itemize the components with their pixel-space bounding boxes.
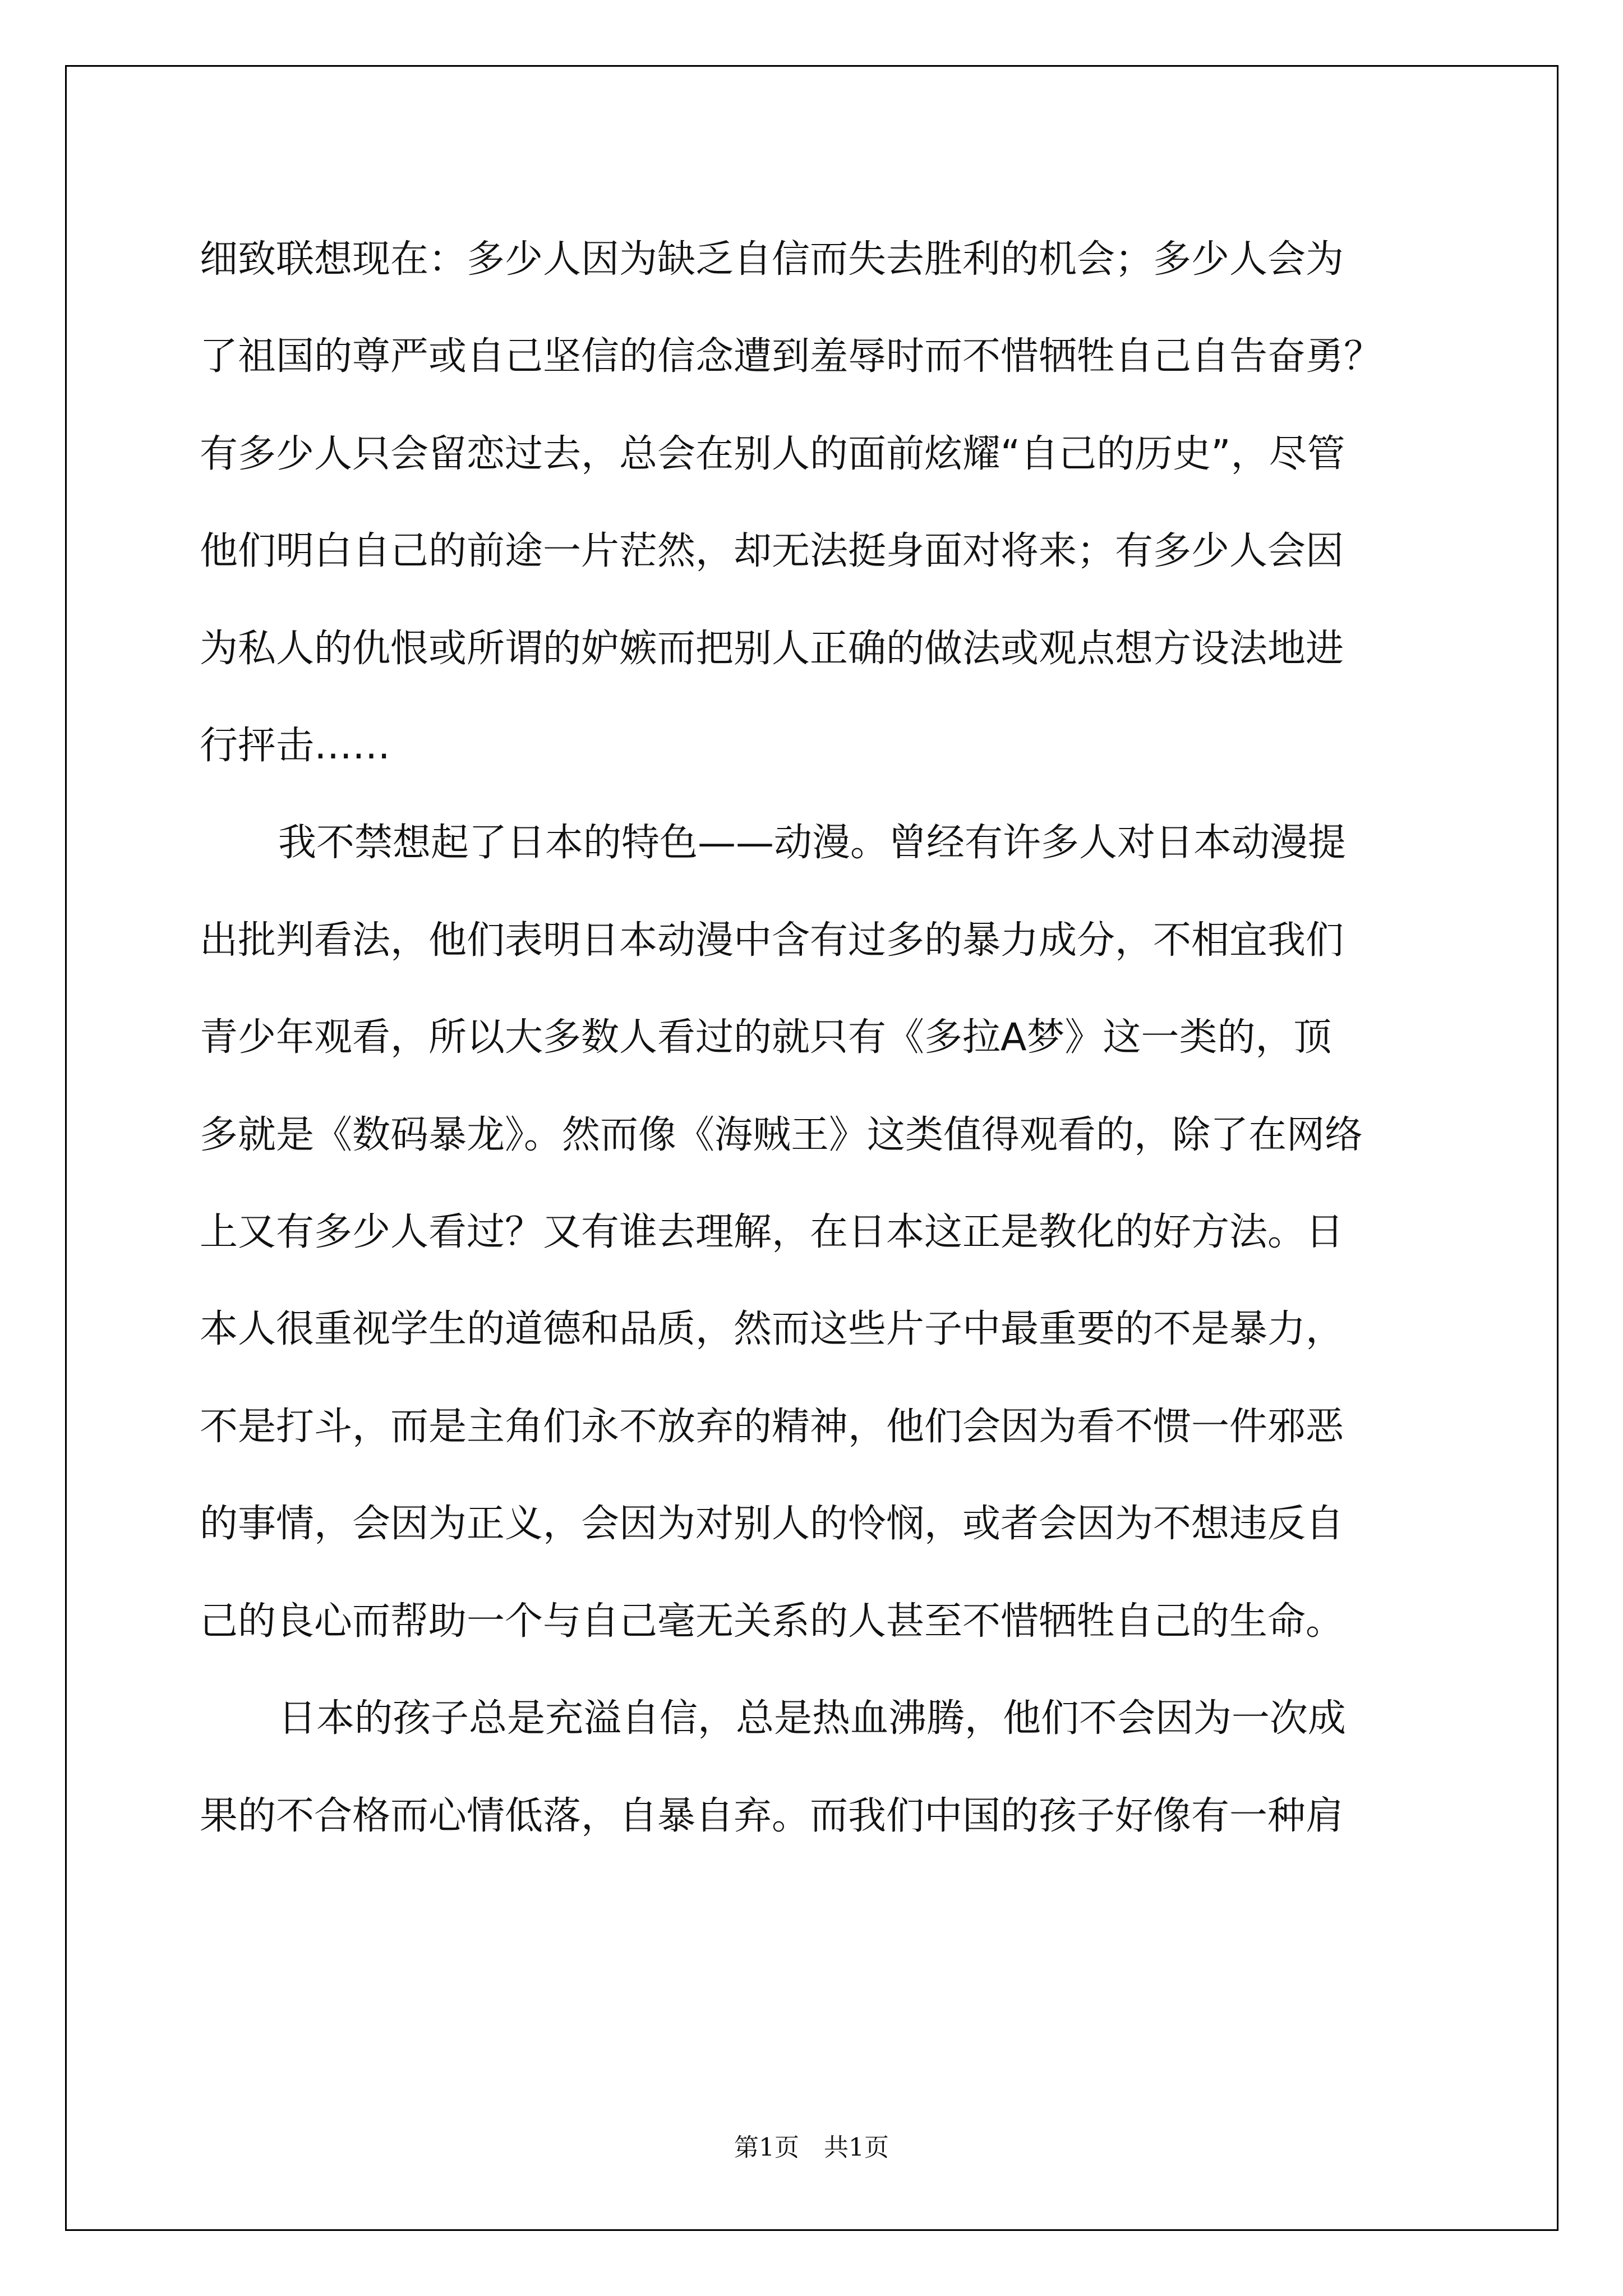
page-number-footer: 第1页 共1页 (734, 2133, 889, 2162)
text-line: 他们明白自己的前途一片茫然，却无法挺身面对将来；有多少人会因 (200, 529, 1344, 574)
text-line: 果的不合格而心情低落，自暴自弃。而我们中国的孩子好像有一种肩 (200, 1793, 1344, 1838)
text-line: 不是打斗，而是主角们永不放弃的精神，他们会因为看不惯一件邪恶 (200, 1404, 1344, 1449)
text-line: 了祖国的尊严或自己坚信的信念遭到羞辱时而不惜牺牲自己自告奋勇？ (200, 334, 1382, 379)
text-line: 出批判看法，他们表明日本动漫中含有过多的暴力成分，不相宜我们 (200, 918, 1344, 963)
text-line: 有多少人只会留恋过去，总会在别人的面前炫耀“自己的历史”，尽管 (200, 431, 1345, 476)
paragraph-start-line: 我不禁想起了日本的特色——动漫。曾经有许多人对日本动漫提 (278, 821, 1347, 866)
text-line: 上又有多少人看过？又有谁去理解，在日本这正是教化的好方法。日 (200, 1210, 1344, 1255)
paragraph-start-line: 日本的孩子总是充溢自信，总是热血沸腾，他们不会因为一次成 (278, 1696, 1347, 1741)
text-line: 青少年观看，所以大多数人看过的就只有《多拉A梦》这一类的，顶 (200, 1015, 1332, 1060)
text-line: 的事情，会因为正义，会因为对别人的怜悯，或者会因为不想违反自 (200, 1502, 1344, 1547)
text-line: 行抨击…… (200, 724, 391, 769)
text-line: 细致联想现在：多少人因为缺乏自信而失去胜利的机会；多少人会为 (200, 237, 1344, 282)
text-line: 己的良心而帮助一个与自己毫无关系的人甚至不惜牺牲自己的生命。 (200, 1599, 1344, 1644)
text-line: 为私人的仇恨或所谓的妒嫉而把别人正确的做法或观点想方设法地进 (200, 626, 1344, 671)
text-line: 本人很重视学生的道德和品质，然而这些片子中最重要的不是暴力， (200, 1307, 1344, 1352)
document-body (200, 211, 1433, 1865)
text-line: 多就是《数码暴龙》。然而像《海贼王》这类值得观看的，除了在网络 (200, 1112, 1363, 1157)
